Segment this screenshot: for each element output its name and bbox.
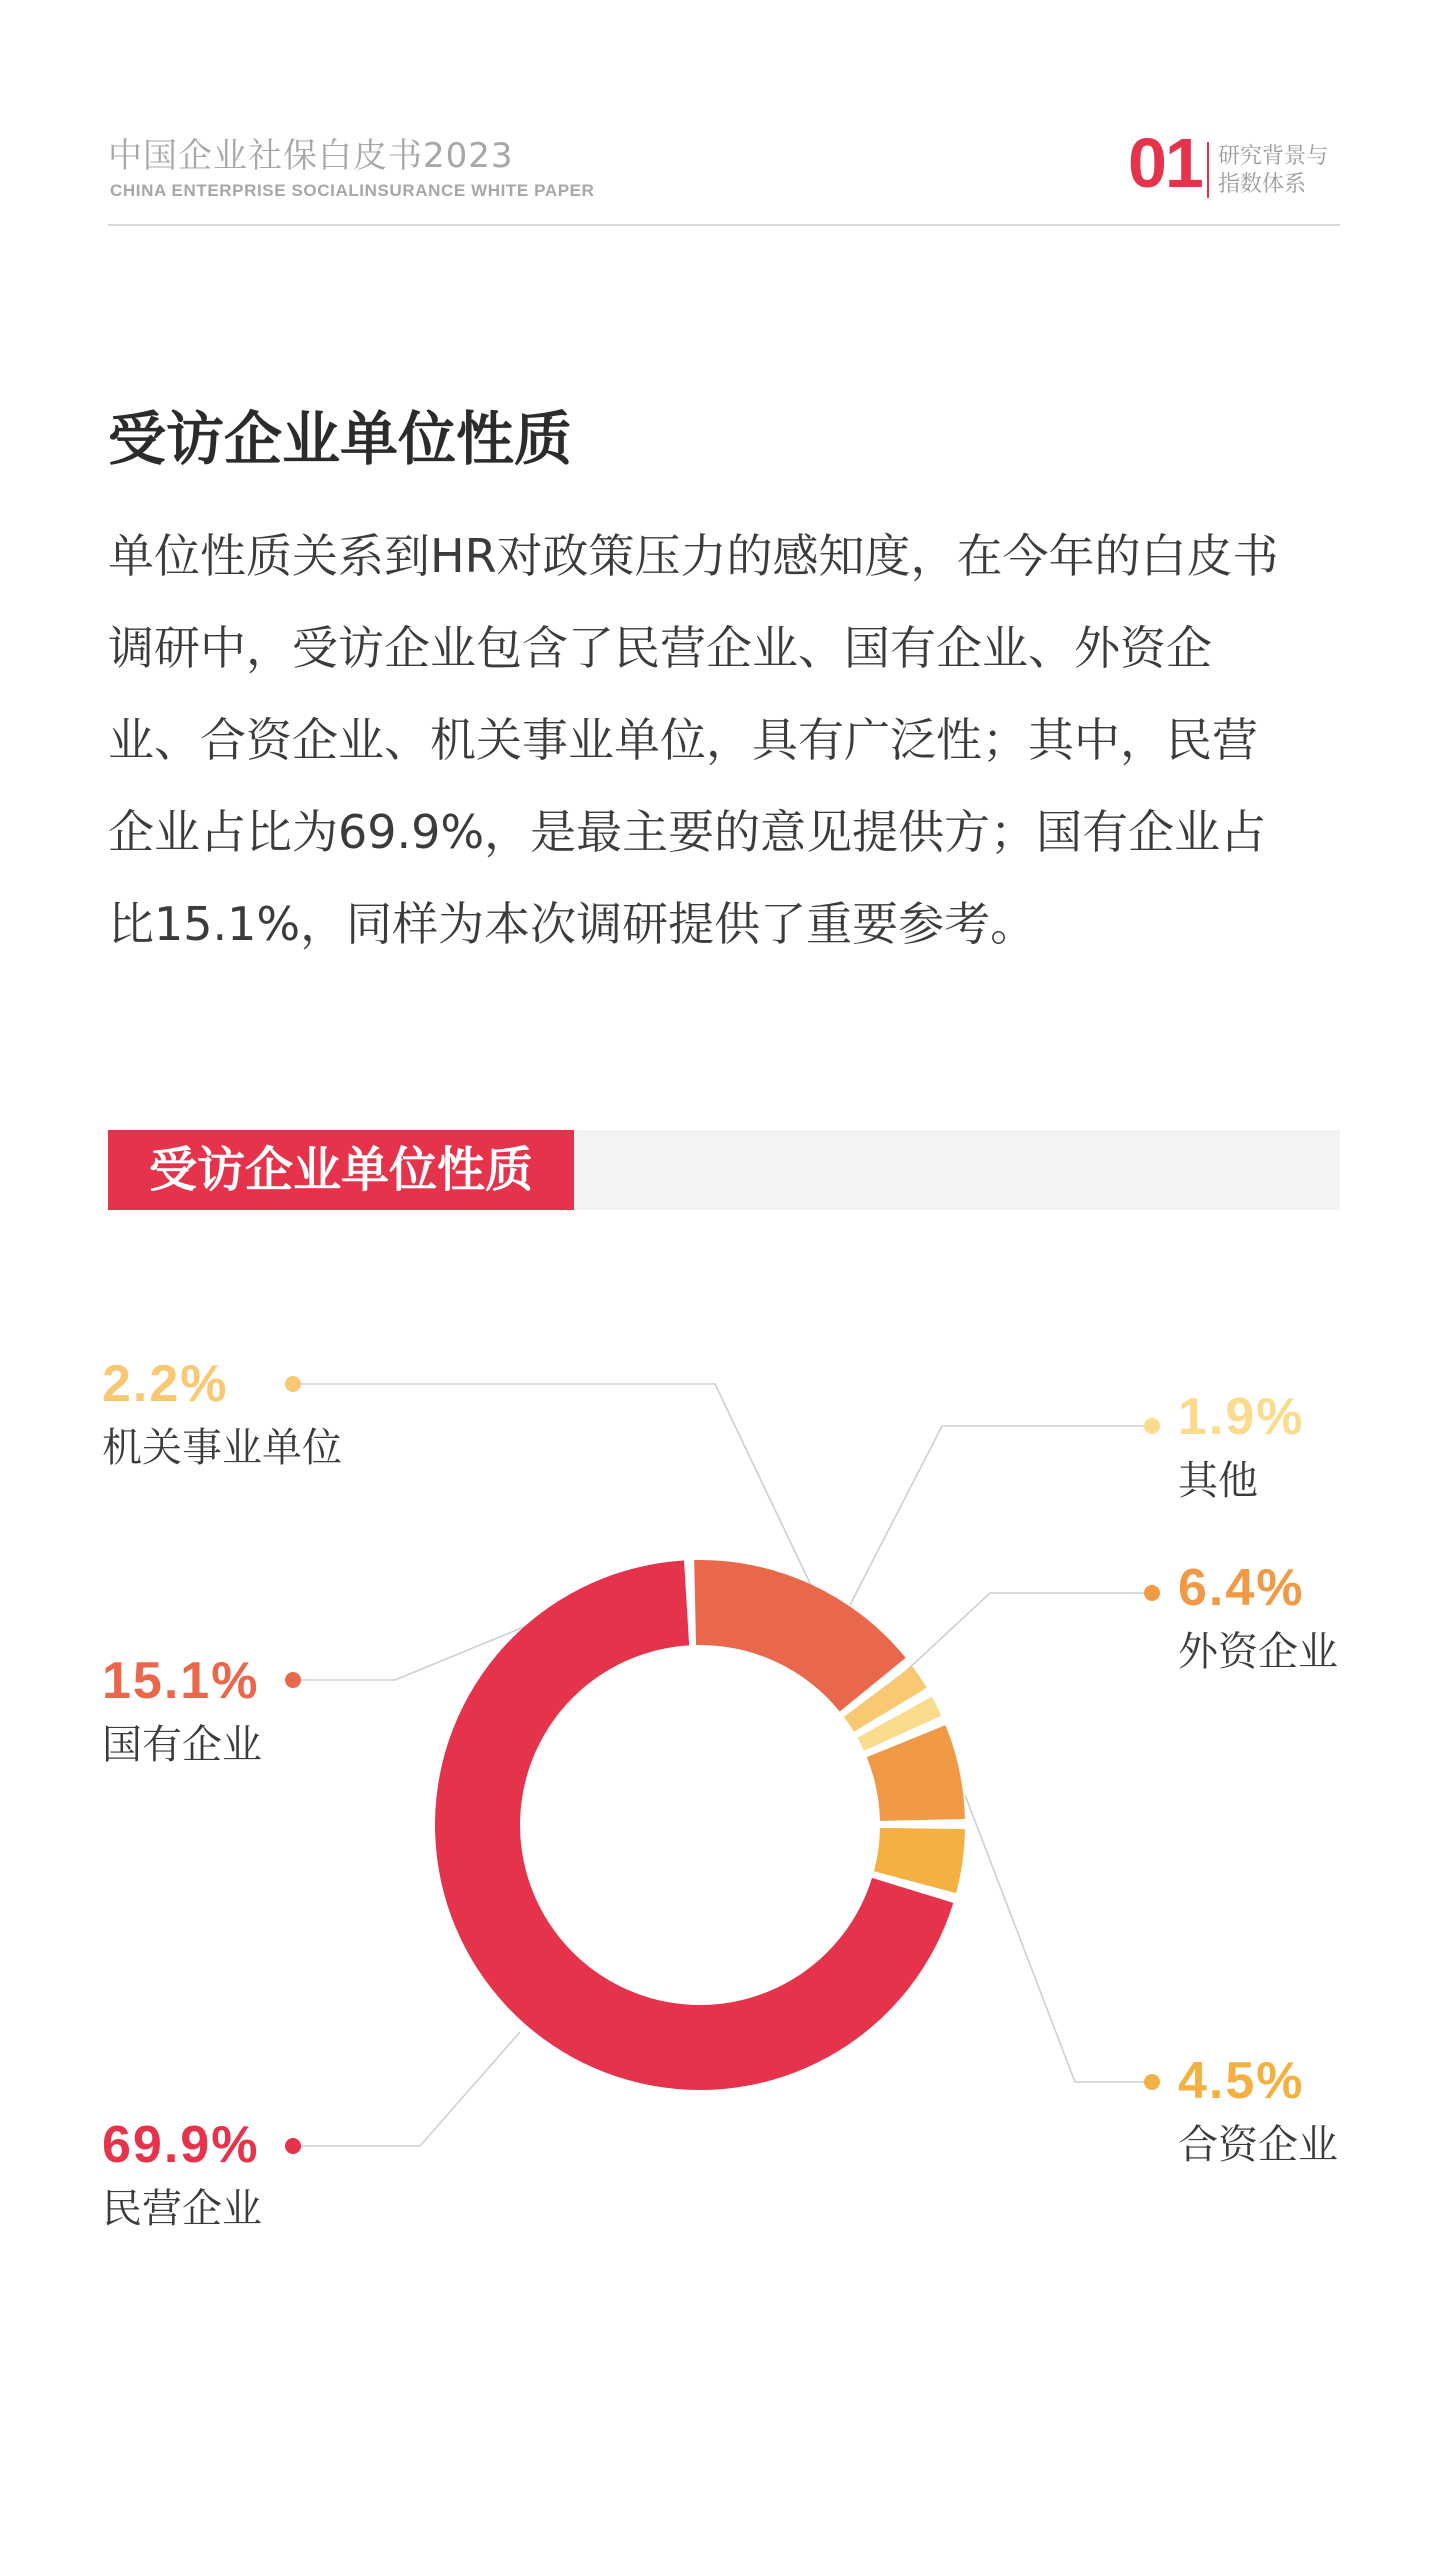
category-label: 民营企业 — [102, 2186, 262, 2232]
header-title-cn: 中国企业社保白皮书2023 — [108, 136, 514, 176]
paragraph-line: 单位性质关系到HR对政策压力的感知度，在今年的白皮书 — [108, 529, 1279, 583]
leader-line — [293, 2032, 520, 2146]
data-label: 6.4% — [1178, 1559, 1305, 1617]
category-label: 其他 — [1178, 1458, 1258, 1504]
chapter-title-line2: 指数体系 — [1218, 172, 1307, 197]
data-label: 4.5% — [1178, 2052, 1305, 2110]
data-label: 2.2% — [102, 1355, 229, 1413]
leader-line — [850, 1426, 1152, 1605]
label-dot — [1144, 2074, 1160, 2090]
label-dot — [1144, 1585, 1160, 1601]
data-label: 69.9% — [102, 2116, 260, 2174]
chart-banner-title: 受访企业单位性质 — [108, 1130, 574, 1210]
category-label: 机关事业单位 — [102, 1425, 342, 1471]
category-label: 外资企业 — [1178, 1629, 1338, 1675]
paragraph-line: 业、合资企业、机关事业单位，具有广泛性；其中，民营 — [108, 713, 1258, 767]
label-dot — [1144, 1418, 1160, 1434]
header-title-en: CHINA ENTERPRISE SOCIALINSURANCE WHITE PAPER — [110, 181, 595, 200]
donut-slice — [694, 1560, 905, 1711]
section-heading: 受访企业单位性质 — [108, 405, 573, 473]
label-dot — [285, 2138, 301, 2154]
category-label: 合资企业 — [1178, 2122, 1338, 2168]
label-dot — [285, 1376, 301, 1392]
data-label: 1.9% — [1178, 1388, 1305, 1446]
leader-line — [965, 1795, 1152, 2082]
paragraph-line: 企业占比为69.9%，是最主要的意见提供方；国有企业占 — [108, 805, 1267, 859]
chapter-title-line1: 研究背景与 — [1218, 144, 1329, 169]
paragraph-line: 比15.1%，同样为本次调研提供了重要参考。 — [108, 897, 1037, 951]
category-label: 国有企业 — [102, 1722, 262, 1768]
data-label: 15.1% — [102, 1652, 260, 1710]
leader-line — [905, 1593, 1152, 1672]
chapter-number: 01 — [1128, 124, 1202, 202]
label-dot — [285, 1672, 301, 1688]
paragraph-line: 调研中，受访企业包含了民营企业、国有企业、外资企 — [108, 621, 1212, 675]
